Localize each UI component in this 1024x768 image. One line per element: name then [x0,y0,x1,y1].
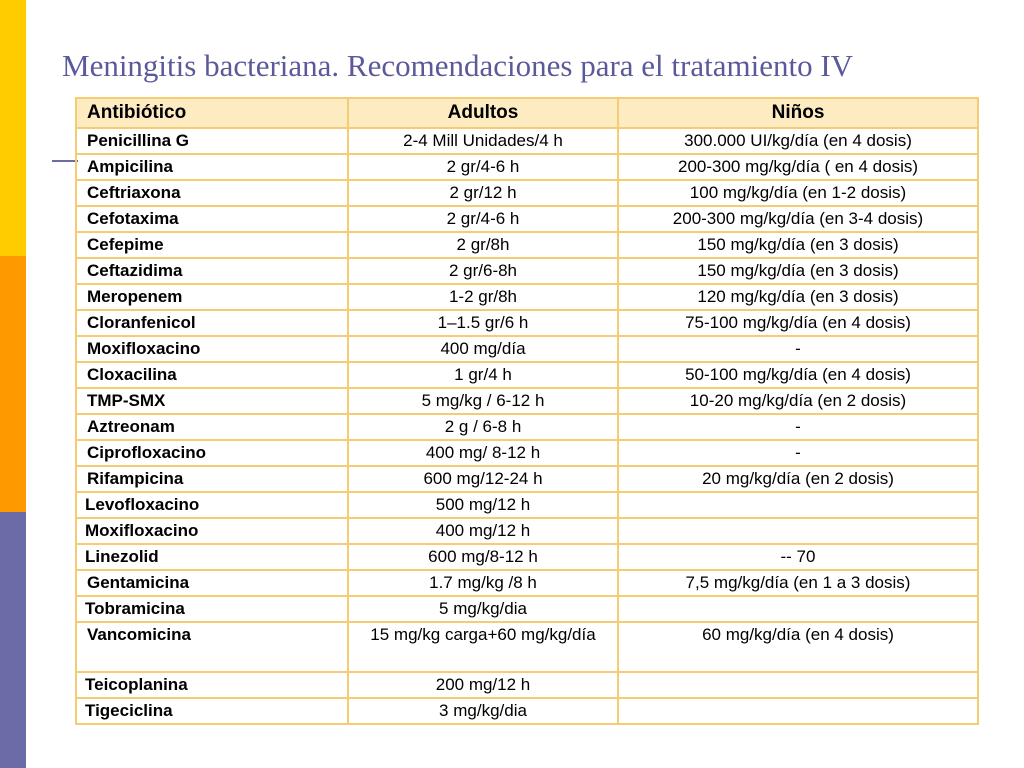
table-row [76,284,978,310]
cell-child-dose [618,672,978,698]
header-antibiotic: Antibiótico [76,98,348,128]
cell-child-dose: 200-300 mg/kg/día (en 3-4 dosis) [618,206,978,232]
cell-adult-dose: 2 gr/4-6 h [348,154,618,180]
accent-bar-purple [0,512,26,768]
table-row [76,544,978,570]
table-row [76,672,978,698]
table-row [76,466,978,492]
cell-drug: Ceftriaxona [76,180,348,206]
cell-adult-dose: 400 mg/ 8-12 h [348,440,618,466]
cell-adult-dose: 600 mg/8-12 h [348,544,618,570]
cell-adult-dose: 5 mg/kg/dia [348,596,618,622]
cell-adult-dose: 2 gr/12 h [348,180,618,206]
table-row [76,622,978,672]
cell-drug: Rifampicina [76,466,348,492]
cell-adult-dose: 600 mg/12-24 h [348,466,618,492]
cell-adult-dose: 1-2 gr/8h [348,284,618,310]
cell-child-dose: 120 mg/kg/día (en 3 dosis) [618,284,978,310]
cell-adult-dose: 500 mg/12 h [348,492,618,518]
cell-drug: Tobramicina [76,596,348,622]
header-adults: Adultos [348,98,618,128]
cell-adult-dose: 2 gr/6-8h [348,258,618,284]
cell-adult-dose: 400 mg/12 h [348,518,618,544]
cell-drug: Levofloxacino [76,492,348,518]
table-row [76,596,978,622]
accent-bar-orange [0,256,26,512]
table-header-row [76,98,978,128]
cell-child-dose: 100 mg/kg/día (en 1-2 dosis) [618,180,978,206]
accent-bar-yellow [0,0,26,256]
table-row [76,180,978,206]
cell-drug: Ceftazidima [76,258,348,284]
cell-drug: Cloxacilina [76,362,348,388]
cell-adult-dose: 15 mg/kg carga+60 mg/kg/día [348,622,618,672]
cell-child-dose: 150 mg/kg/día (en 3 dosis) [618,258,978,284]
cell-child-dose: 60 mg/kg/día (en 4 dosis) [618,622,978,672]
cell-drug: Cefotaxima [76,206,348,232]
cell-adult-dose: 2 g / 6-8 h [348,414,618,440]
cell-child-dose: 300.000 UI/kg/día (en 4 dosis) [618,128,978,154]
cell-drug: Teicoplanina [76,672,348,698]
cell-drug: Vancomicina [76,622,348,672]
cell-adult-dose: 2 gr/8h [348,232,618,258]
table-row [76,570,978,596]
cell-child-dose: 200-300 mg/kg/día ( en 4 dosis) [618,154,978,180]
table-row [76,440,978,466]
cell-child-dose: - [618,440,978,466]
cell-child-dose: 20 mg/kg/día (en 2 dosis) [618,466,978,492]
cell-drug: Penicillina G [76,128,348,154]
table-row [76,258,978,284]
cell-drug: Aztreonam [76,414,348,440]
cell-child-dose [618,698,978,724]
table-row [76,698,978,724]
cell-child-dose: -- 70 [618,544,978,570]
cell-child-dose [618,518,978,544]
cell-adult-dose: 2-4 Mill Unidades/4 h [348,128,618,154]
cell-adult-dose: 2 gr/4-6 h [348,206,618,232]
table-row [76,336,978,362]
cell-drug: TMP-SMX [76,388,348,414]
cell-child-dose: 150 mg/kg/día (en 3 dosis) [618,232,978,258]
cell-adult-dose: 400 mg/día [348,336,618,362]
table-row [76,362,978,388]
cell-child-dose: 10-20 mg/kg/día (en 2 dosis) [618,388,978,414]
table-row [76,310,978,336]
table-row [76,206,978,232]
cell-drug: Meropenem [76,284,348,310]
cell-adult-dose: 1 gr/4 h [348,362,618,388]
cell-drug: Cloranfenicol [76,310,348,336]
cell-child-dose: 50-100 mg/kg/día (en 4 dosis) [618,362,978,388]
cell-adult-dose: 200 mg/12 h [348,672,618,698]
cell-adult-dose: 5 mg/kg / 6-12 h [348,388,618,414]
slide-title: Meningitis bacteriana. Recomendaciones para el tratamiento IV [62,48,854,83]
cell-drug: Linezolid [76,544,348,570]
cell-child-dose: - [618,414,978,440]
cell-child-dose [618,492,978,518]
table-row [76,232,978,258]
cell-child-dose: 7,5 mg/kg/día (en 1 a 3 dosis) [618,570,978,596]
table-row [76,388,978,414]
table-row [76,414,978,440]
cell-drug: Cefepime [76,232,348,258]
cell-child-dose [618,596,978,622]
cell-adult-dose: 1–1.5 gr/6 h [348,310,618,336]
cell-child-dose: - [618,336,978,362]
cell-drug: Ampicilina [76,154,348,180]
cell-drug: Gentamicina [76,570,348,596]
table-row [76,518,978,544]
cell-drug: Tigeciclina [76,698,348,724]
cell-adult-dose: 3 mg/kg/dia [348,698,618,724]
cell-adult-dose: 1.7 mg/kg /8 h [348,570,618,596]
table-row [76,154,978,180]
cell-child-dose: 75-100 mg/kg/día (en 4 dosis) [618,310,978,336]
header-children: Niños [618,98,978,128]
table-row [76,128,978,154]
cell-drug: Ciprofloxacino [76,440,348,466]
cell-drug: Moxifloxacino [76,518,348,544]
cell-drug: Moxifloxacino [76,336,348,362]
table-row [76,492,978,518]
dosing-table [75,97,979,725]
